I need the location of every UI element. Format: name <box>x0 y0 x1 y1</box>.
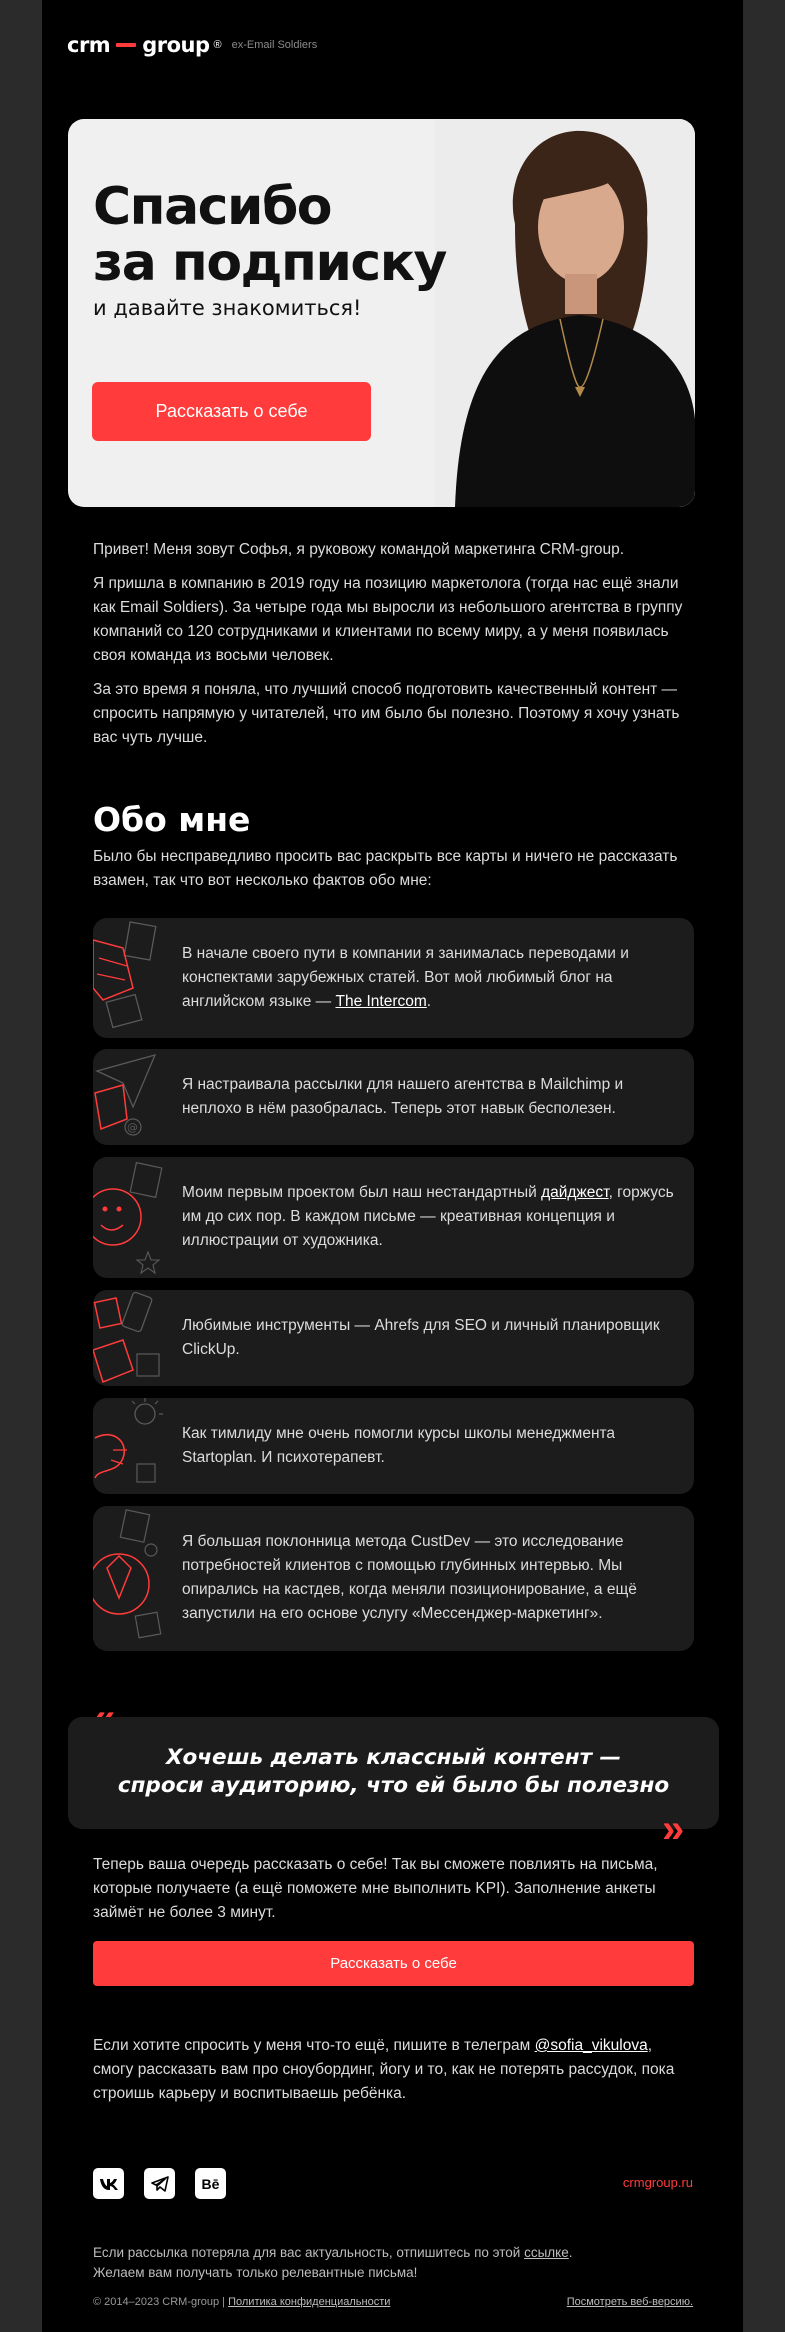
survey-cta-button[interactable]: Рассказать о себе <box>93 1941 694 1986</box>
web-version-link[interactable]: Посмотреть веб-версию. <box>566 2296 693 2308</box>
vk-glyph <box>99 2177 119 2191</box>
svg-text:@: @ <box>127 1121 138 1134</box>
unsubscribe-line <box>93 2243 573 2263</box>
hero-banner <box>68 119 695 507</box>
website-link[interactable]: crmgroup.ru <box>622 2175 693 2190</box>
quote-text <box>68 1744 719 1800</box>
footer-wish: Желаем вам получать только релевантные письма! <box>93 2265 418 2280</box>
fact-card-5 <box>93 1398 694 1494</box>
intro-text <box>93 538 693 750</box>
contact-text-end: , смогу рассказать вам про сноубординг, йогу и то, как не потерять рассудок, пока строишь карьеру и воспитываешь ребёнка. <box>93 2037 675 2102</box>
unsubscribe-link[interactable]: ссылке <box>524 2245 569 2260</box>
fact-card-4 <box>93 1290 694 1386</box>
hero-title-line-1: Спасибо <box>93 177 331 237</box>
fact-2-text: Я настраивала рассылки для нашего агентства в Mailchimp и неплохо в нём разобралась. Теперь этот навык бесполезен. <box>182 1076 624 1117</box>
smiley-illustration-icon <box>93 1157 171 1278</box>
paper-plane-illustration-icon <box>93 1049 171 1145</box>
quote-line-1: Хочешь делать классный контент — <box>165 1745 622 1770</box>
logo-registered-mark: ® <box>213 39 222 51</box>
hero-tell-about-yourself-button[interactable]: Рассказать о себе <box>92 382 371 441</box>
intro-paragraph-1: Привет! Меня зовут Софья, я руковожу командой маркетинга CRM-group. <box>93 541 625 558</box>
author-portrait-photo <box>435 119 695 507</box>
contact-text <box>93 2034 693 2106</box>
quote-line-2: спроси аудиторию, что ей было бы полезно <box>117 1773 670 1798</box>
logo-word-crm: crm <box>67 33 111 57</box>
vk-icon[interactable] <box>93 2168 124 2199</box>
papers-illustration-icon <box>93 918 171 1038</box>
behance-icon[interactable]: Bē <box>195 2168 226 2199</box>
hero-title <box>93 179 446 291</box>
fact-1-text-start: В начале своего пути в компании я занималась переводами и конспектами зарубежных статей. Вот мой любимый блог на английском языке — <box>182 945 629 1010</box>
fact-card-1 <box>93 918 694 1038</box>
fact-3-text-end: , горжусь им до сих пор. В каждом письме — креативная концепция и иллюстрации от художника. <box>182 1184 674 1249</box>
phone-illustration-icon <box>93 1290 171 1386</box>
fact-card-2 <box>93 1049 694 1145</box>
fact-4-text: Любимые инструменты — Ahrefs для SEO и личный планировщик ClickUp. <box>182 1317 660 1358</box>
fact-1-text <box>182 942 684 1014</box>
contact-text-start: Если хотите спросить у меня что-то ещё, пишите в телеграм <box>93 2037 535 2054</box>
fact-3-text-start: Моим первым проектом был наш нестандартный <box>182 1184 542 1201</box>
interview-illustration-icon <box>93 1506 171 1651</box>
logo-dash <box>116 43 136 47</box>
telegram-glyph <box>151 2176 169 2192</box>
unsubscribe-period: . <box>568 2245 573 2260</box>
fact-card-6 <box>93 1506 694 1651</box>
intro-paragraph-3: За это время я поняла, что лучший способ подготовить качественный контент — спросить напрямую у читателей, что им было бы полезно. Поэтому я хочу узнать вас чуть лучше. <box>93 681 680 746</box>
hero-subtitle: и давайте знакомиться! <box>93 296 362 320</box>
intro-paragraph-2: Я пришла в компанию в 2019 году на позицию маркетолога (тогда нас ещё знали как Email Soldiers). За четыре года мы выросли из небольшого агентства в группу компаний со 120 сотрудниками и клиентами по всему миру, а у меня появилась своя команда из восьми человек. <box>93 575 683 664</box>
telegram-handle-link[interactable]: @sofia_vikulova <box>534 2037 648 2054</box>
footer-legal <box>93 2296 390 2308</box>
telegram-icon[interactable] <box>144 2168 175 2199</box>
logo-subtitle: ex-Email Soldiers <box>231 39 318 51</box>
fact-card-3 <box>93 1157 694 1278</box>
quote-close-mark: » <box>662 1807 685 1851</box>
intercom-blog-link[interactable]: The Intercom <box>335 993 427 1010</box>
footer-unsubscribe <box>93 2243 573 2283</box>
brand-logo[interactable] <box>67 33 317 57</box>
fact-1-text-end: . <box>426 993 432 1010</box>
privacy-policy-link[interactable]: Политика конфиденциальности <box>228 2296 391 2308</box>
email-body <box>42 0 743 2332</box>
quote-block <box>68 1717 719 1829</box>
social-links <box>93 2168 226 2199</box>
about-heading: Обо мне <box>93 800 251 839</box>
sun-and-person-illustration-icon <box>93 1398 171 1494</box>
fact-3-text <box>182 1181 684 1253</box>
fact-6-text: Я большая поклонница метода CustDev — это исследование потребностей клиентов с помощью глубинных интервью. Мы опирались на кастдев, когда меняли позиционирование, а ещё запустили на его основе услугу «Мессенджер-маркетинг». <box>182 1533 637 1622</box>
hero-title-line-2: за подписку <box>93 233 446 293</box>
copyright-text: © 2014–2023 CRM-group | <box>93 2296 229 2308</box>
about-lead: Было бы несправедливо просить вас раскрыть все карты и ничего не рассказать взамен, так что вот несколько фактов обо мне: <box>93 848 678 889</box>
fact-5-text: Как тимлиду мне очень помогли курсы школы менеджмента Startoplan. И психотерапевт. <box>182 1425 616 1466</box>
your-turn-text: Теперь ваша очередь рассказать о себе! Так вы сможете повлиять на письма, которые получаете (а ещё поможете мне выполнить KPI). Заполнение анкеты займёт не более 3 минут. <box>93 1856 658 1921</box>
digest-link[interactable]: дайджест <box>541 1184 609 1201</box>
logo-word-group: group <box>142 33 210 57</box>
unsubscribe-text: Если рассылка потеряла для вас актуальность, отпишитесь по этой <box>93 2245 525 2260</box>
